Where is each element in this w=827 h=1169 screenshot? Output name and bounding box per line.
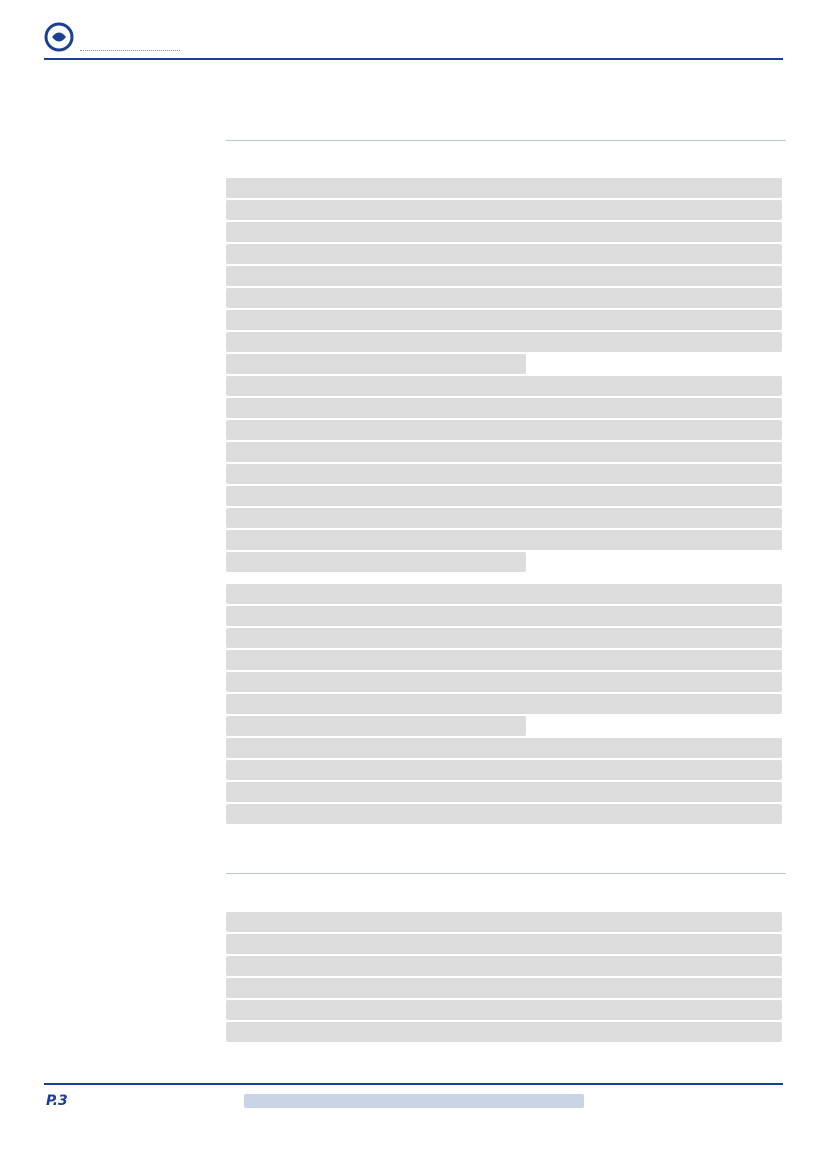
footer-rule <box>44 1083 783 1085</box>
body-text-line <box>226 244 782 264</box>
body-text-line <box>226 628 782 648</box>
brand-logo <box>44 22 80 52</box>
body-text-line <box>226 978 782 998</box>
body-text-line <box>226 310 782 330</box>
sheng-logo-icon <box>44 22 74 52</box>
section-underline <box>226 140 786 141</box>
body-text-line <box>226 1000 782 1020</box>
body-text-line <box>226 804 782 824</box>
body-text-line <box>226 266 782 286</box>
body-text-line <box>226 288 782 308</box>
body-text-line <box>226 694 782 714</box>
body-text-line <box>226 934 782 954</box>
page-number: P.3 <box>46 1093 68 1109</box>
body-text-line <box>226 912 782 932</box>
body-text-line <box>226 606 782 626</box>
body-text-line <box>226 200 782 220</box>
body-text-line <box>226 398 782 418</box>
body-text-line <box>226 530 782 550</box>
body-text-line <box>226 376 782 396</box>
section-underline <box>226 873 786 874</box>
body-text-line <box>226 1022 782 1042</box>
body-text-line <box>226 738 782 758</box>
body-text-line <box>226 956 782 976</box>
footer-disclaimer <box>244 1094 584 1108</box>
brand-subtitle <box>80 50 180 54</box>
body-text-line <box>226 650 782 670</box>
body-text-line <box>226 420 782 440</box>
body-text-line <box>226 760 782 780</box>
body-text-line <box>226 486 782 506</box>
body-text-line <box>226 354 526 374</box>
body-text-line <box>226 782 782 802</box>
body-text-line <box>226 332 782 352</box>
body-text-line <box>226 222 782 242</box>
body-text-line <box>226 508 782 528</box>
body-text-line <box>226 552 526 572</box>
body-text-line <box>226 716 526 736</box>
header-rule <box>44 58 783 60</box>
body-text-line <box>226 178 782 198</box>
body-text-line <box>226 672 782 692</box>
body-text-line <box>226 584 782 604</box>
body-text-line <box>226 464 782 484</box>
body-text-line <box>226 442 782 462</box>
